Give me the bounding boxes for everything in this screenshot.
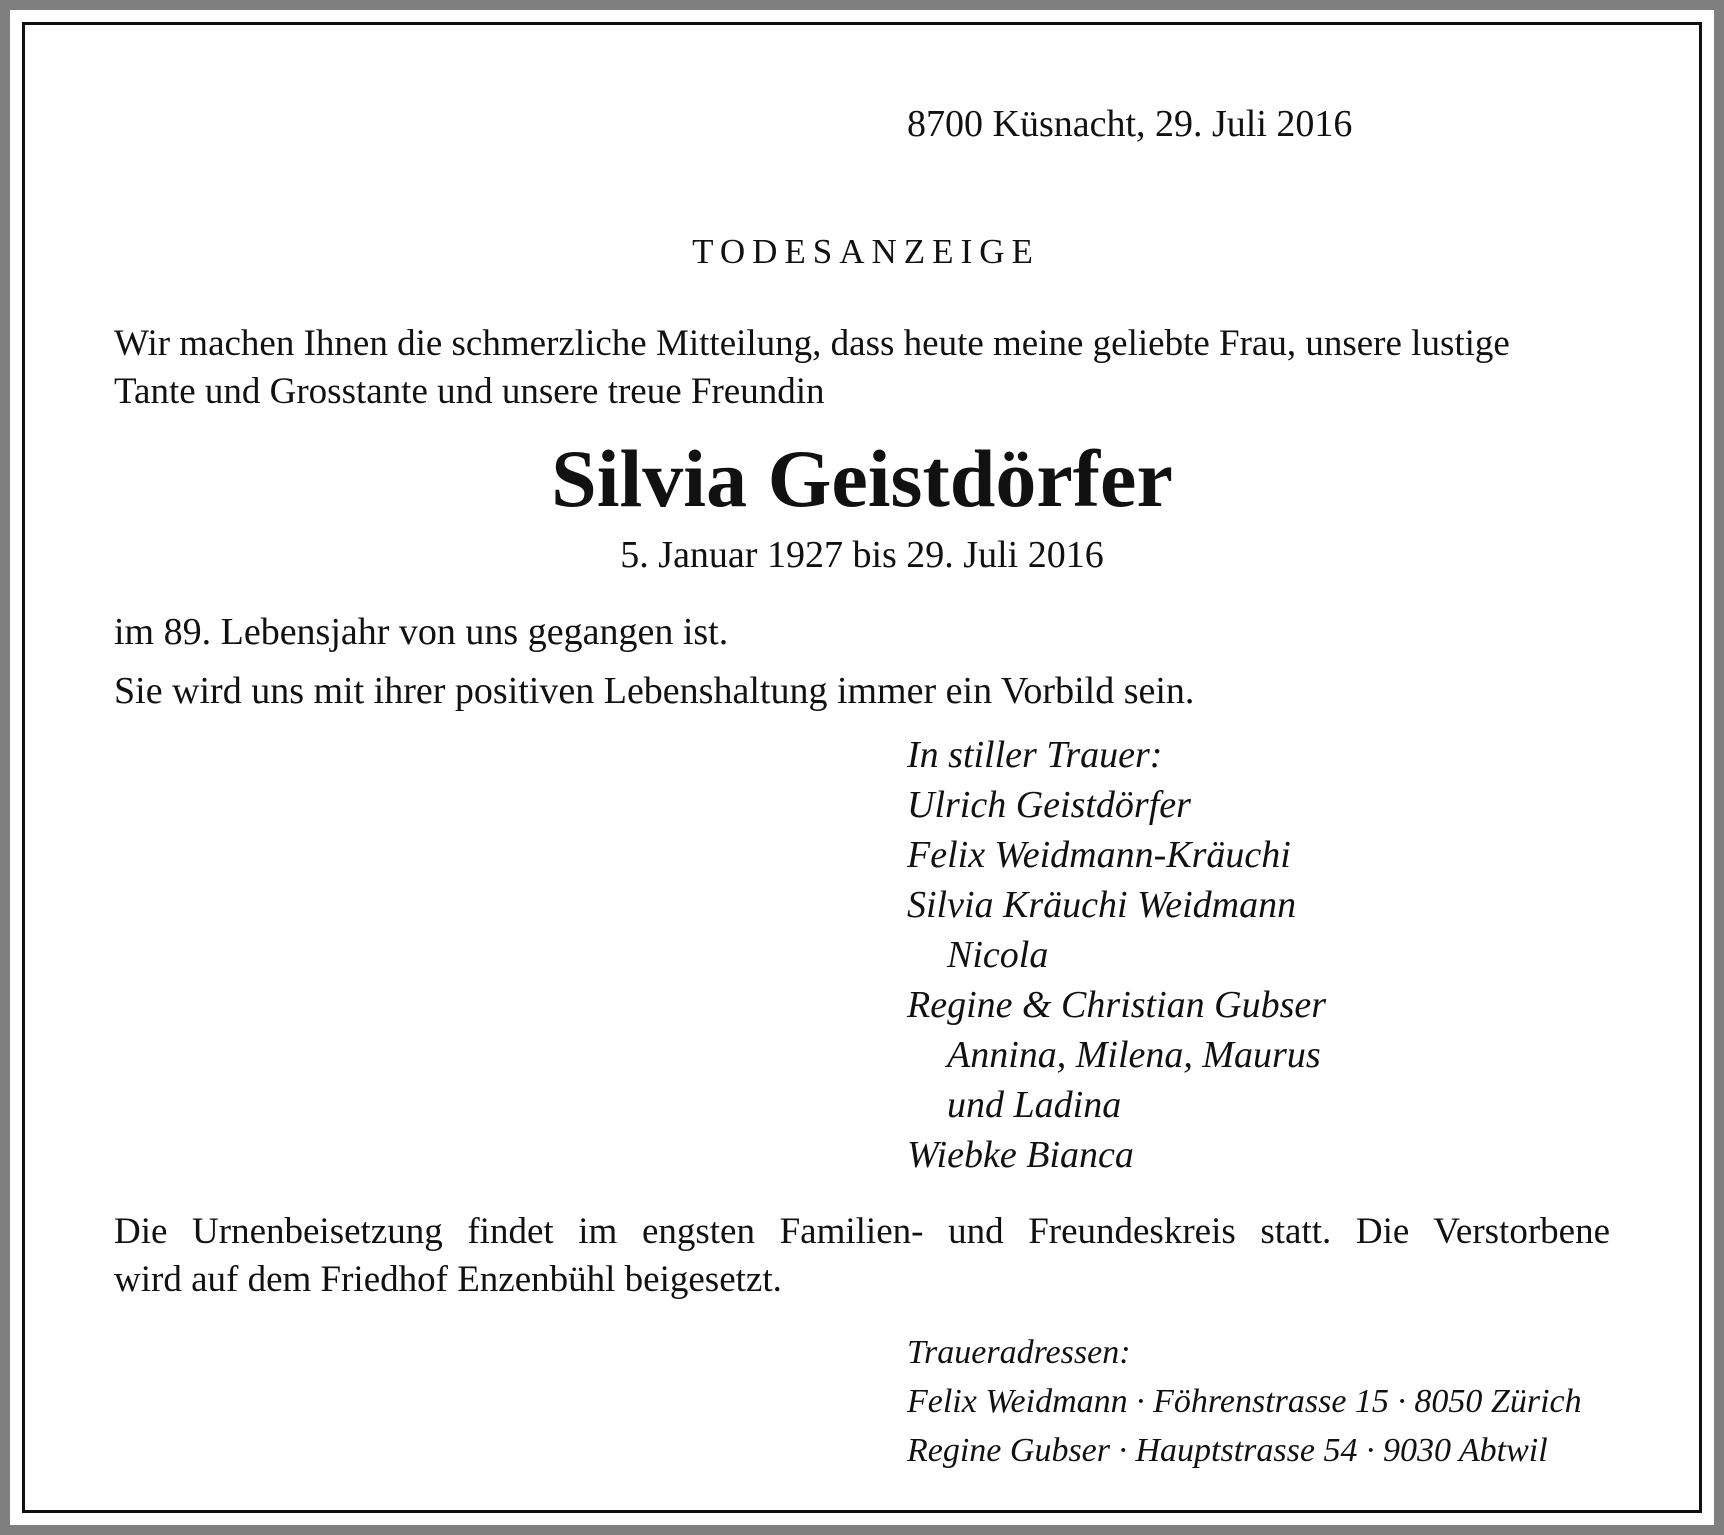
mourning-addresses (907, 1328, 1582, 1475)
deceased-name: Silvia Geistdörfer (551, 433, 1173, 524)
mourners-list (907, 730, 1326, 1180)
burial-line-2: wird auf dem Friedhof Enzenbühl beigesetzt. (114, 1259, 782, 1300)
mourner-name: Annina, Milena, Maurus (947, 1034, 1321, 1076)
mourner-name: Felix Weidmann-Kräuchi (907, 834, 1291, 876)
intro-line-2: Tante und Grosstante und unsere treue Freundin (114, 371, 825, 412)
intro-text (114, 320, 1610, 416)
mourner-name: und Ladina (947, 1084, 1122, 1126)
burial-line-1: Die Urnenbeisetzung findet im engsten Familien- und Freundeskreis statt. Die Verstorbene (114, 1211, 1610, 1252)
mourner-name: Silvia Kräuchi Weidmann (907, 884, 1297, 926)
mourners-title: In stiller Trauer: (907, 734, 1163, 776)
addresses-title: Traueradressen: (907, 1334, 1131, 1371)
address-entry: Felix Weidmann · Föhrenstrasse 15 · 8050 Zürich (907, 1383, 1582, 1420)
mourner-name: Wiebke Bianca (907, 1134, 1134, 1176)
passing-text: im 89. Lebensjahr von uns gegangen ist. (114, 611, 729, 653)
obituary-notice (10, 10, 1714, 1525)
mourner-name: Nicola (947, 934, 1049, 976)
address-entry: Regine Gubser · Hauptstrasse 54 · 9030 Abtwil (907, 1432, 1548, 1469)
motto-text: Sie wird uns mit ihrer positiven Lebenshaltung immer ein Vorbild sein. (114, 670, 1195, 712)
intro-line-1: Wir machen Ihnen die schmerzliche Mitteilung, dass heute meine geliebte Frau, unsere lustige (114, 323, 1510, 364)
notice-heading: TODESANZEIGE (692, 232, 1040, 271)
life-dates: 5. Januar 1927 bis 29. Juli 2016 (620, 534, 1104, 576)
mourner-name: Ulrich Geistdörfer (907, 784, 1191, 826)
mourner-name: Regine & Christian Gubser (907, 984, 1327, 1026)
burial-text (114, 1208, 1610, 1304)
place-date: 8700 Küsnacht, 29. Juli 2016 (907, 103, 1353, 145)
